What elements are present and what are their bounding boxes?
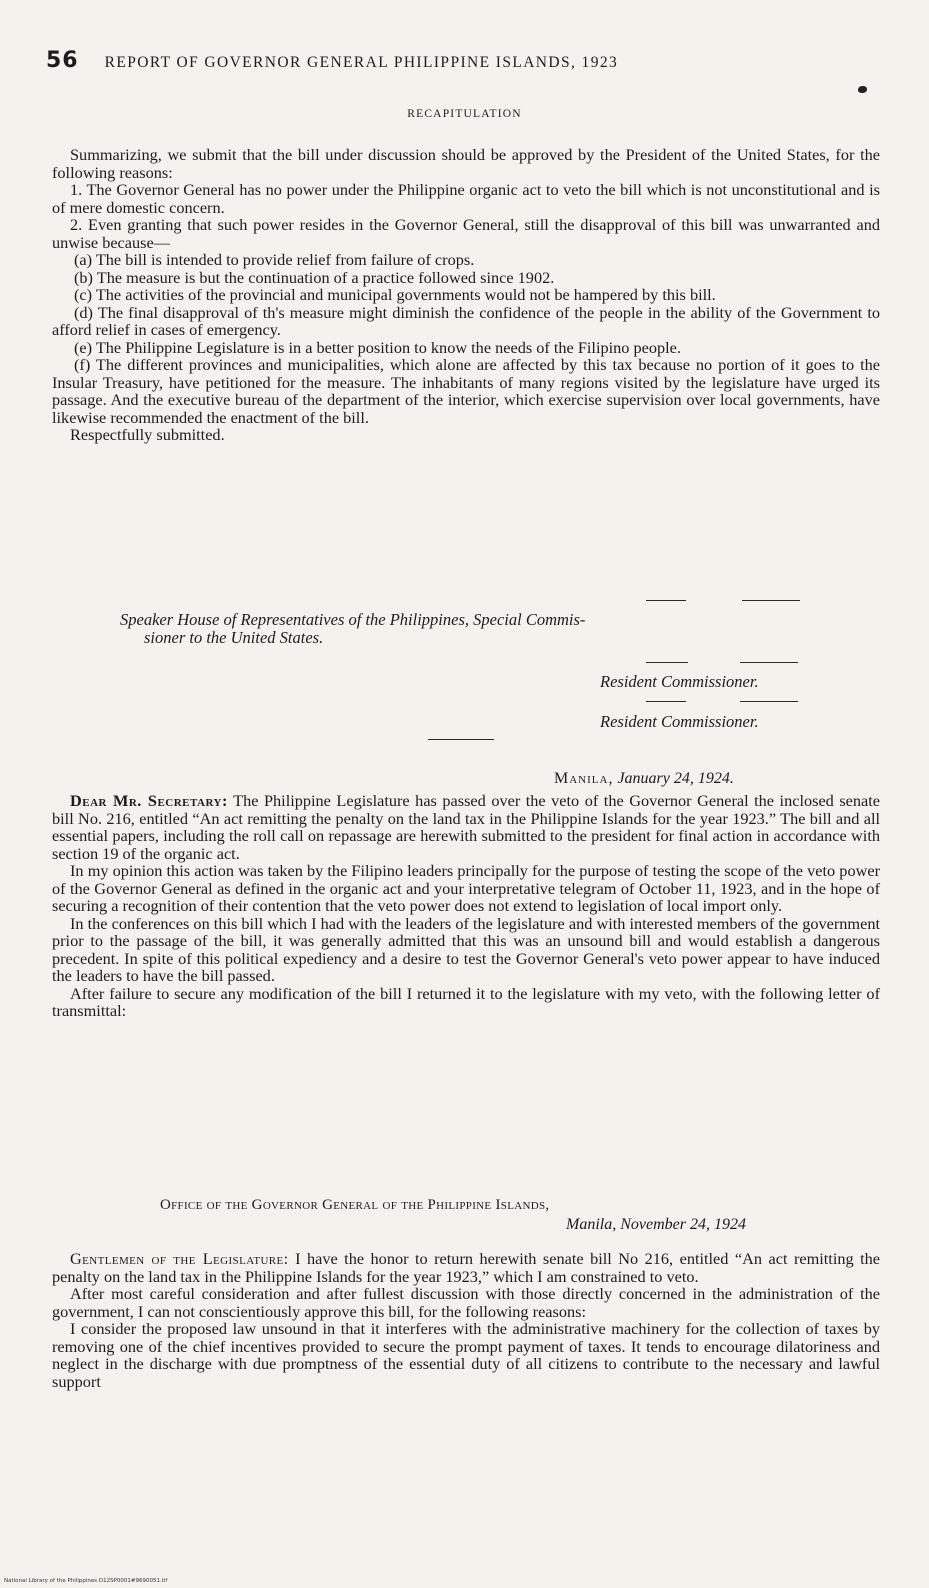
letter-date: January 24, 1924. — [617, 770, 734, 787]
signature-rule — [740, 701, 798, 702]
resident-commissioner-2: Resident Commissioner. — [600, 712, 759, 731]
letter-body — [52, 792, 880, 1020]
running-title: REPORT OF GOVERNOR GENERAL PHILIPPINE ISLANDS, 1923 — [104, 54, 619, 71]
recap-item-a: (a) The bill is intended to provide relief from failure of crops. — [74, 250, 475, 269]
speaker-title-line-1: Speaker House of Representatives of the Philippines, Special Commis- — [120, 610, 586, 629]
transmittal-body — [52, 1250, 880, 1390]
transmittal-paragraph-2: After most careful consideration and after fullest discussion with those directly concerned in the administration of the government, I can not conscientiously approve this bill, for the following reasons: — [52, 1284, 880, 1321]
signature-rule — [646, 662, 688, 663]
office-heading: Office of the Governor General of the Philippine Islands, — [160, 1197, 550, 1213]
transmittal-paragraph-1 — [52, 1250, 880, 1285]
letter-paragraph-4: After failure to secure any modification of the bill I returned it to the legislature with my veto, with the following letter of transmittal: — [52, 983, 880, 1020]
recap-reason-1: 1. The Governor General has no power under the Philippine organic act to veto the bill which is not unconstitutional and is of mere domestic concern. — [52, 180, 880, 217]
letter-paragraph-2: In my opinion this action was taken by the Filipino leaders principally for the purpose of testing the scope of the veto power of the Governor General as defined in the organic act and your interpretative telegram of October 11, 1923, and in the hope of securing a recognition of their contention that the veto power does not extend to legislation of local import only. — [52, 861, 880, 915]
closing-line: Respectfully submitted. — [70, 425, 225, 444]
signature-rule — [742, 600, 800, 601]
recap-reason-2: 2. Even granting that such power resides in the Governor General, still the disapproval of this bill was unwarranted and unwise because— — [52, 215, 880, 252]
section-divider — [428, 739, 494, 740]
letter-paragraph-1-text: The Philippine Legislature has passed over the veto of the Governor General the inclosed senate bill No. 216, entitled “An act remitting the penalty on the land tax in the Philippine Islands for the year 1923.” The bill and all essential papers, including the roll call on repassage are herewith submitted to the president for final action in accordance with section 19 of the organic act. — [52, 791, 881, 863]
resident-commissioner-1: Resident Commissioner. — [600, 672, 759, 691]
recap-item-f: (f) The different provinces and municipalities, which alone are affected by this tax because no portion of it goes to the Insular Treasury, have petitioned for the measure. The inhabitants of many regions visited by the legislature have urged its passage. And the executive bureau of the department of the interior, which exercise supervision over local governments, have likewise recommended the enactment of the bill. — [52, 355, 880, 427]
recap-paragraph: Summarizing, we submit that the bill under discussion should be approved by the President of the United States, for the following reasons: — [52, 145, 880, 182]
section-title: RECAPITULATION — [407, 108, 522, 120]
letter-salutation: Dear Mr. Secretary: — [70, 791, 228, 810]
recap-item-b: (b) The measure is but the continuation of a practice followed since 1902. — [74, 267, 555, 287]
recap-item-d: (d) The final disapproval of th's measure might diminish the confidence of the people in the ability of the Government to afford relief in cases of emergency. — [52, 302, 880, 339]
transmittal-office — [160, 1197, 549, 1214]
transmittal-salutation: Gentlemen of the Legislature: — [70, 1249, 289, 1268]
letter-city: Manila, — [554, 770, 614, 787]
recap-item-c: (c) The activities of the provincial and municipal governments would not be hampered by this bill. — [74, 285, 716, 304]
signature-rule — [740, 662, 798, 663]
recap-item-e: (e) The Philippine Legislature is in a better position to know the needs of the Filipino people. — [74, 337, 681, 357]
signature-rule — [646, 701, 686, 702]
ink-mark — [858, 86, 867, 93]
page-header — [46, 48, 876, 78]
scan-footer: National Library of the Philippines D12SP0001#9690051.tif — [4, 1578, 168, 1584]
letter-paragraph-1 — [52, 792, 880, 862]
signature-rule — [646, 600, 686, 601]
page-number: 56 — [46, 48, 79, 73]
speaker-signature — [120, 611, 880, 647]
recapitulation-body — [52, 146, 880, 444]
transmittal-paragraph-3: I consider the proposed law unsound in that it interferes with the administrative machinery for the collection of taxes by removing one of the chief incentives provided to secure the prompt payment of taxes. It tends to encourage dilatoriness and neglect in the discharge with due promptness of the essential duty of all citizens to contribute to the necessary and lawful support — [52, 1319, 880, 1391]
transmittal-paragraph-1-text: I have the honor to return herewith senate bill No 216, entitled “An act remitting the penalty on the land tax in the Philippine Islands for the year 1923,” which I am constrained to veto. — [52, 1249, 881, 1286]
speaker-title-line-2: sioner to the United States. — [144, 628, 324, 647]
letter-dateline — [554, 770, 734, 788]
letter-paragraph-3: In the conferences on this bill which I had with the leaders of the legislature and with interested members of the government prior to the passage of the bill, it was generally admitted that this was an unsound bill and would establish a dangerous precedent. In spite of this political expediency and a desire to test the Governor General's veto power appear to have induced the leaders to have the bill passed. — [52, 913, 880, 985]
transmittal-place-date: Manila, November 24, 1924 — [566, 1216, 746, 1233]
